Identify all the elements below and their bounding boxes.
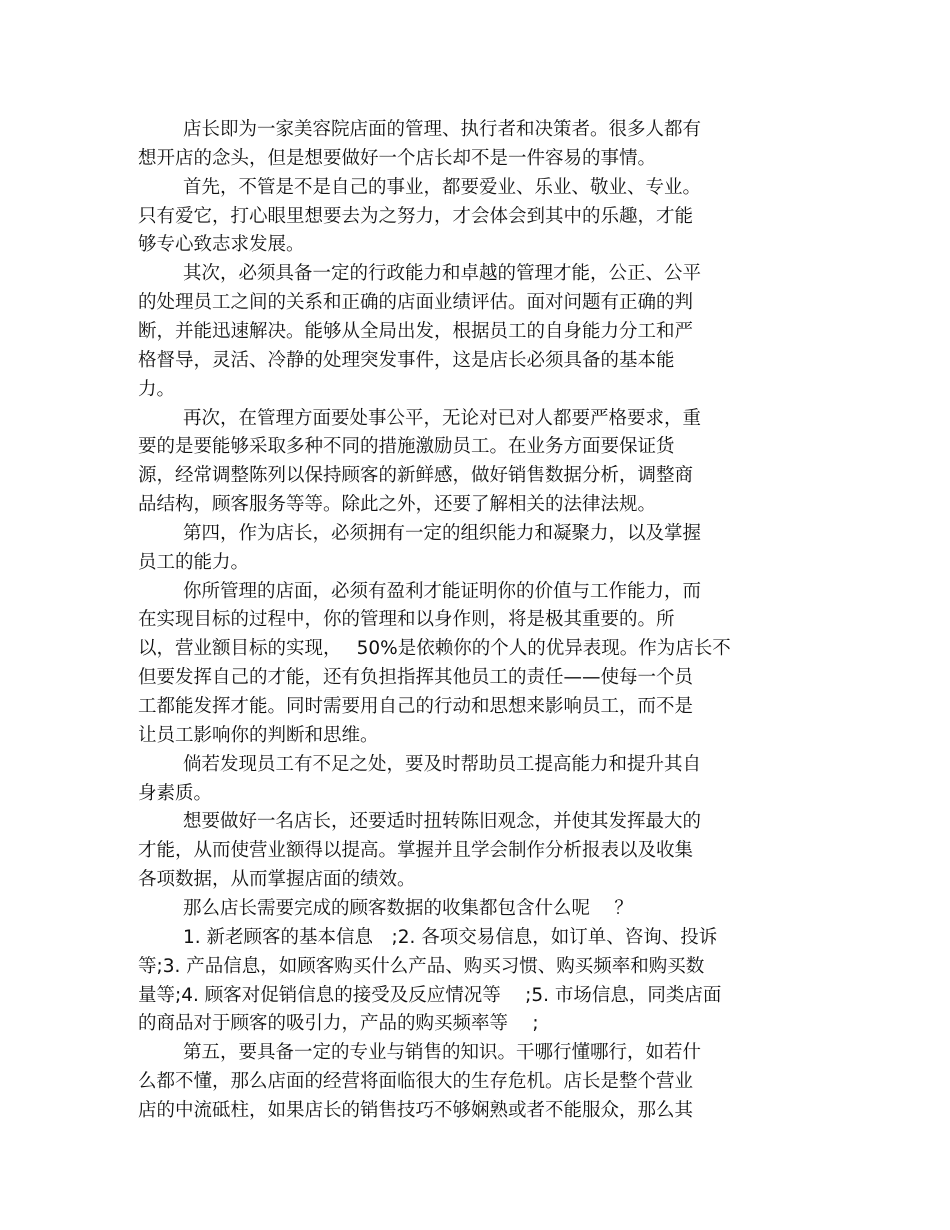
- text-line: 其次，必须具备一定的行政能力和卓越的管理才能，公正、公平: [183, 263, 702, 285]
- text-line: 格督导，灵活、冷静的处理突发事件，这是店长必须具备的基本能: [138, 349, 675, 371]
- text-line: 要的是要能够采取多种不同的措施激励员工。在业务方面要保证货: [138, 436, 675, 458]
- text-line: 么都不懂，那么店面的经营将面临很大的生存危机。店长是整个营业: [138, 1071, 694, 1093]
- text-line: 首先，不管是不是自己的事业，都要爱业、乐业、敬业、专业。: [183, 176, 702, 198]
- text-line: 想要做好一名店长，还要适时扭转陈旧观念，并使其发挥最大的: [183, 811, 702, 833]
- text-line: 店的中流砥柱，如果店长的销售技巧不够娴熟或者不能服众，那么其: [138, 1099, 694, 1121]
- text-line: 才能，从而使营业额得以提高。掌握并且学会制作分析报表以及收集: [138, 840, 694, 862]
- text-line: 1. 新老顾客的基本信息 ;2. 各项交易信息，如订单、咨询、投诉: [183, 926, 718, 948]
- text-line: 力。: [138, 378, 176, 400]
- text-line: 的处理员工之间的关系和正确的店面业绩评估。面对问题有正确的判: [138, 292, 694, 314]
- text-line: 倘若发现员工有不足之处，要及时帮助员工提高能力和提升其自: [183, 753, 702, 775]
- text-line: 第四，作为店长，必须拥有一定的组织能力和凝聚力，以及掌握: [183, 522, 702, 544]
- text-line: 量等;4. 顾客对促销信息的接受及反应情况等 ;5. 市场信息，同类店面: [138, 984, 722, 1006]
- text-line: 再次，在管理方面要处事公平，无论对已对人都要严格要求，重: [183, 407, 702, 429]
- text-line: 够专心致志求发展。: [138, 234, 305, 256]
- text-line: 想开店的念头，但是想要做好一个店长却不是一件容易的事情。: [138, 147, 657, 169]
- text-line: 等;3. 产品信息，如顾客购买什么产品、购买习惯、购买频率和购买数: [138, 955, 705, 977]
- text-line: 工都能发挥才能。同时需要用自己的行动和思想来影响员工，而不是: [138, 696, 694, 717]
- text-line: 断，并能迅速解决。能够从全局出发，根据员工的自身能力分工和严: [138, 320, 694, 342]
- text-line: 第五，要具备一定的专业与销售的知识。干哪行懂哪行，如若什: [183, 1042, 702, 1064]
- text-line: 的商品对于顾客的吸引力，产品的购买频率等 ;: [138, 1013, 539, 1035]
- text-line: 让员工影响你的判断和思维。: [138, 724, 379, 746]
- text-line: 但要发挥自己的才能，还有负担指挥其他员工的责任——使每一个员: [138, 667, 694, 689]
- text-line: 员工的能力。: [138, 551, 250, 573]
- text-line: 只有爱它，打心眼里想要去为之努力，才会体会到其中的乐趣，才能: [138, 205, 694, 227]
- text-line: 各项数据，从而掌握店面的绩效。: [138, 869, 416, 891]
- text-line: 店长即为一家美容院店面的管理、执行者和决策者。很多人都有: [183, 119, 702, 140]
- text-line: 源，经常调整陈列以保持顾客的新鲜感，做好销售数据分析，调整商: [138, 465, 694, 487]
- text-line: 品结构，顾客服务等等。除此之外，还要了解相关的法律法规。: [138, 494, 657, 516]
- text-line: 那么店长需要完成的顾客数据的收集都包含什么呢 ？: [183, 897, 633, 919]
- text-line: 身素质。: [138, 782, 213, 804]
- text-line: 在实现目标的过程中，你的管理和以身作则，将是极其重要的。所: [138, 609, 675, 631]
- text-line: 以，营业额目标的实现， 50%是依赖你的个人的优异表现。作为店长不: [138, 638, 731, 660]
- text-line: 你所管理的店面，必须有盈利才能证明你的价值与工作能力，而: [183, 580, 702, 602]
